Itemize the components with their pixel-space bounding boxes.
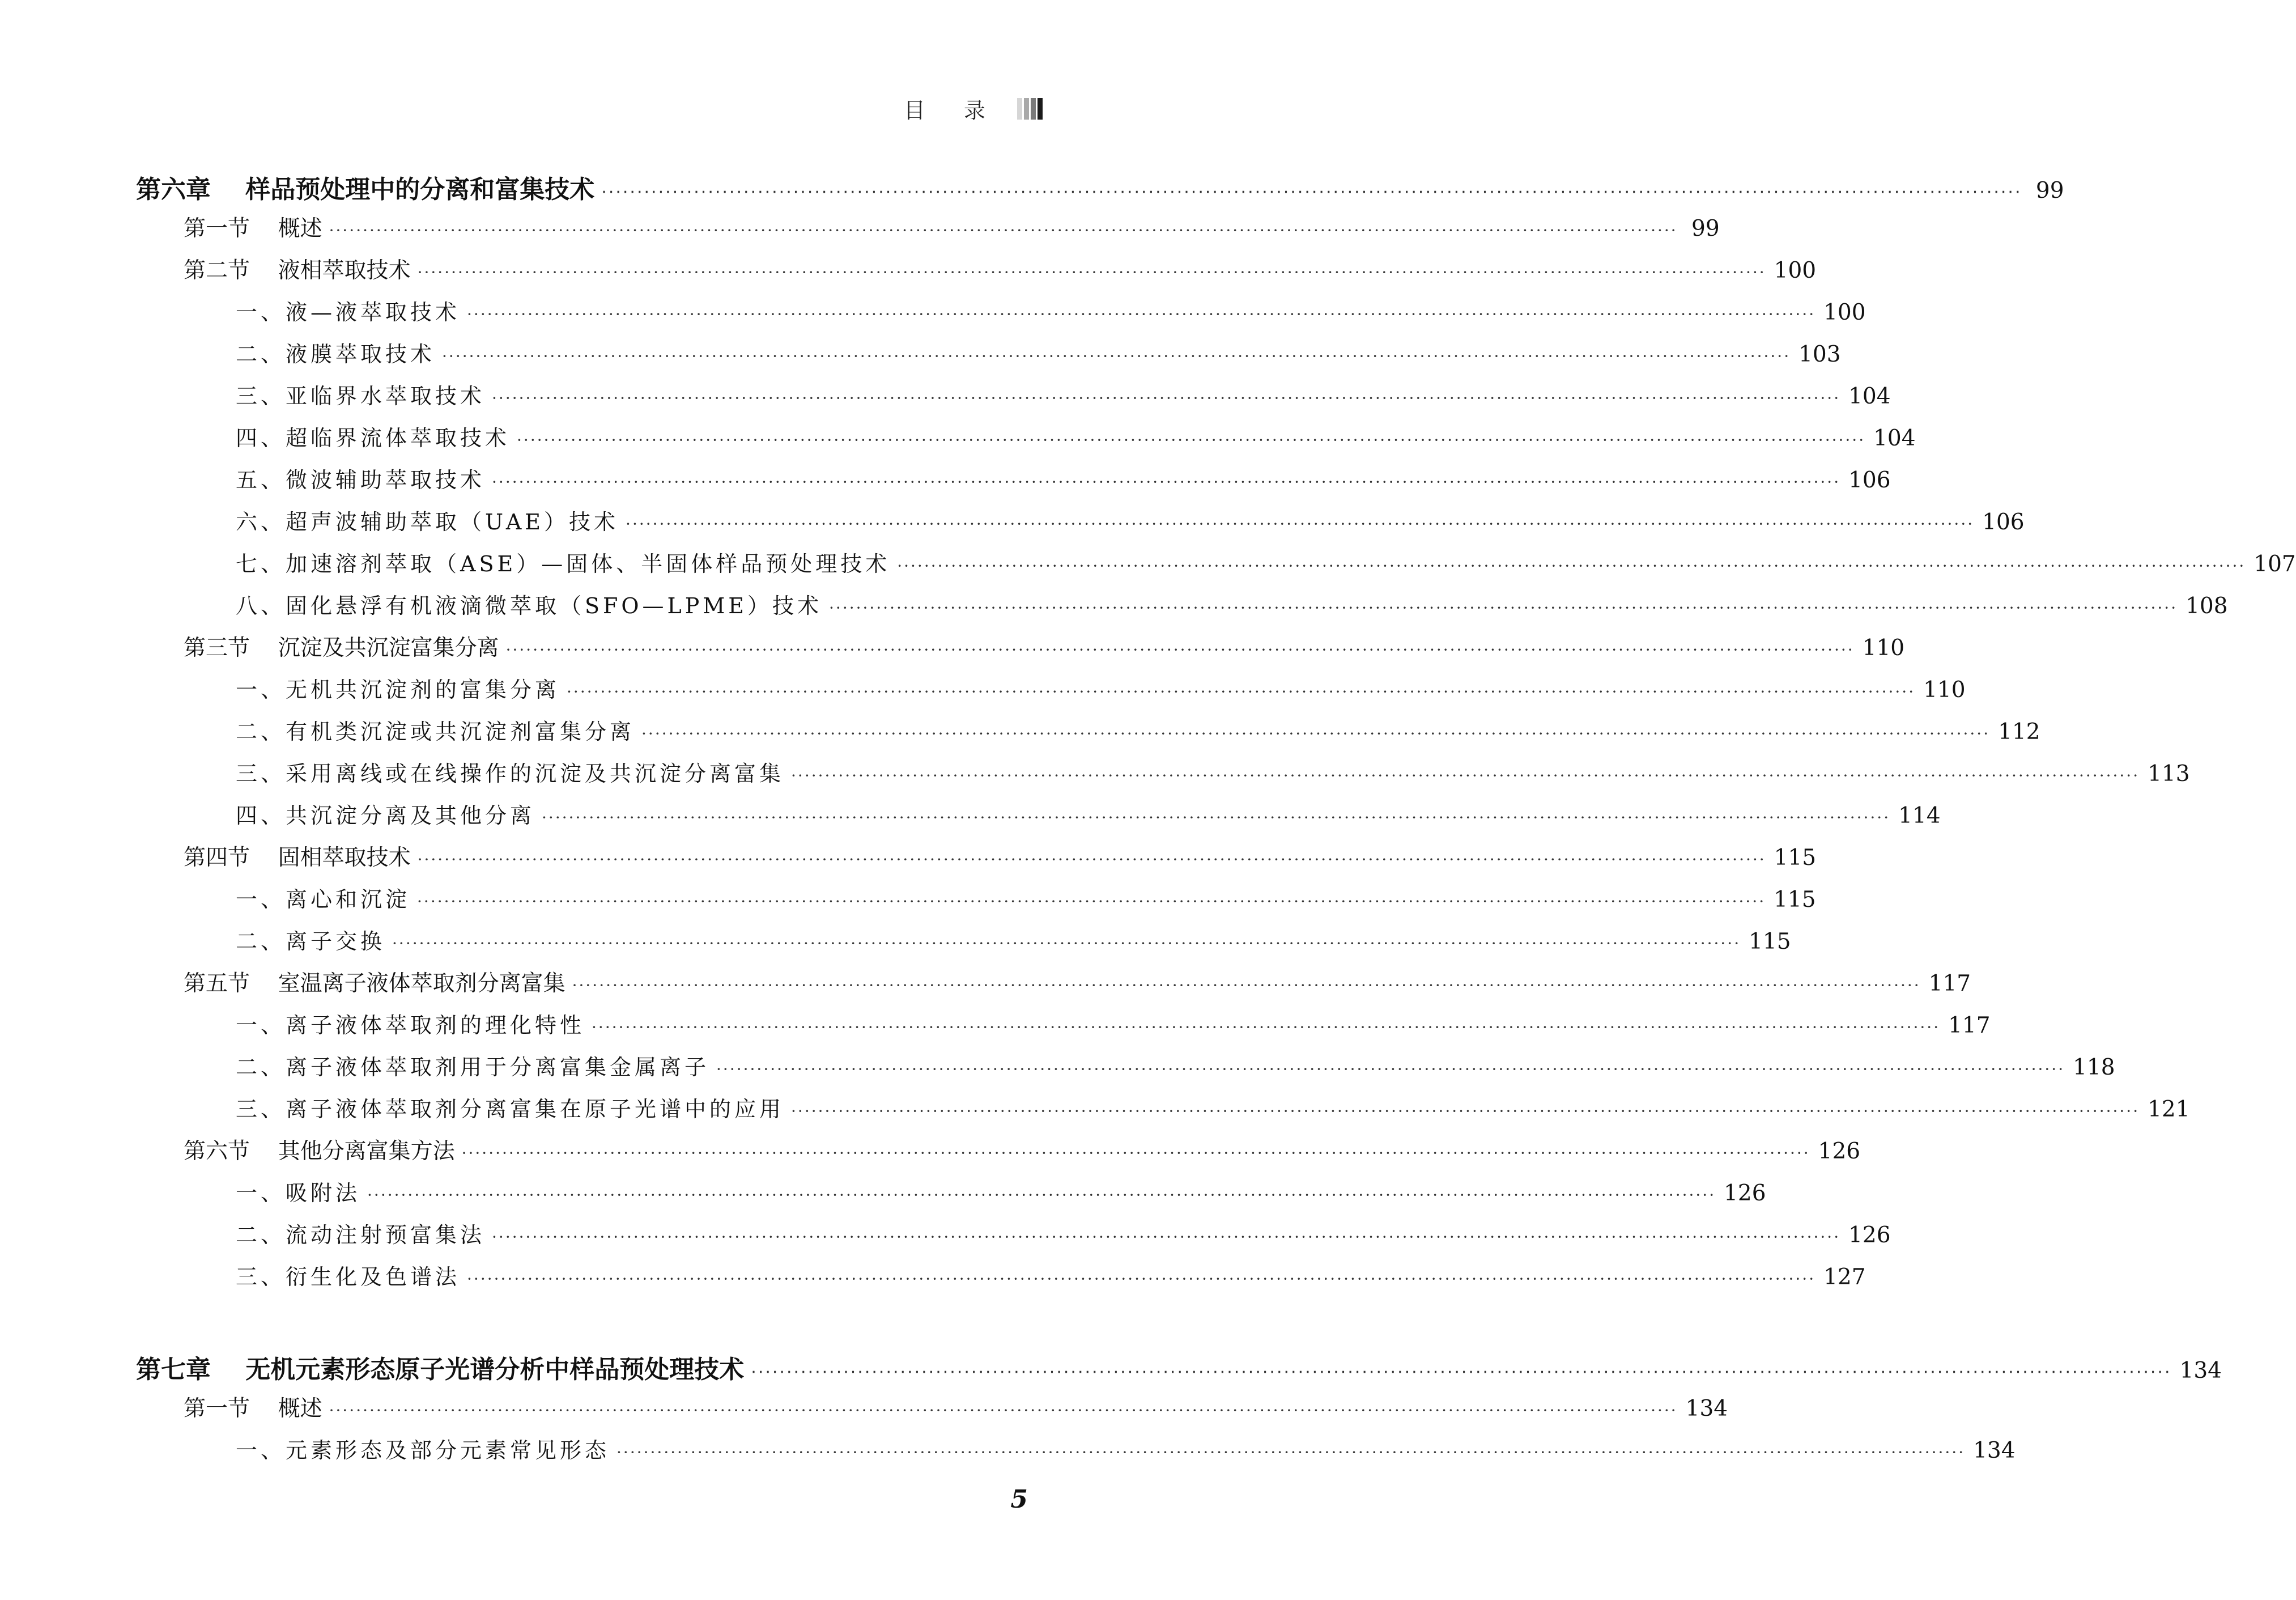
toc-entry-title: 一、离子液体萃取剂的理化特性	[236, 1013, 585, 1038]
toc-entry-page: 104	[1848, 384, 1891, 409]
toc-item-entry	[236, 546, 2296, 578]
toc-entry-title: 二、液膜萃取技术	[236, 342, 436, 367]
toc-entry-page: 115	[1774, 845, 1817, 871]
toc-entry-page: 112	[1998, 719, 2040, 745]
dot-leader: ········································································································································································································	[417, 850, 1766, 869]
dot-leader: ········································································································································································································	[592, 1018, 1941, 1037]
toc-item-entry	[236, 882, 1816, 913]
dot-leader: ········································································································································································································	[897, 557, 2246, 575]
toc-item-entry	[236, 672, 1966, 703]
toc-entry-title: 八、固化悬浮有机液滴微萃取（SFO—LPME）技术	[236, 593, 823, 618]
toc-entry-title: 三、采用离线或在线操作的沉淀及共沉淀分离富集	[236, 761, 785, 786]
dot-leader: ········································································································································································································	[567, 682, 1916, 701]
toc-entry-page: 121	[2148, 1097, 2190, 1122]
toc-entry-page: 127	[1823, 1264, 1866, 1290]
toc-entry-title: 第三节 沉淀及共沉淀富集分离	[184, 635, 499, 661]
toc-item-entry	[236, 924, 1791, 955]
toc-item-entry	[236, 295, 1866, 326]
dot-leader: ········································································································································································································	[751, 1363, 2172, 1382]
dot-leader: ········································································································································································································	[542, 808, 1891, 827]
dot-leader: ········································································································································································································	[505, 640, 1855, 659]
toc-item-entry	[236, 1008, 1991, 1039]
toc-entry-title: 第五节 室温离子液体萃取剂分离富集	[184, 971, 566, 996]
toc-entry-page: 106	[1982, 510, 2025, 535]
dot-leader: ········································································································································································································	[641, 724, 1991, 743]
dot-leader: ········································································································································································································	[367, 1186, 1716, 1204]
dot-leader: ········································································································································································································	[492, 389, 1841, 408]
dot-leader: ········································································································································································································	[417, 892, 1766, 911]
toc-entry-page: 117	[1928, 971, 1971, 996]
toc-entry-title: 三、离子液体萃取剂分离富集在原子光谱中的应用	[236, 1097, 785, 1122]
toc-entry-title: 第一节 概述	[184, 1396, 322, 1421]
toc-item-entry	[236, 1259, 1866, 1291]
toc-entry-title: 第七章 无机元素形态原子光谱分析中样品预处理技术	[136, 1355, 745, 1384]
toc-entry-page: 126	[1848, 1223, 1891, 1248]
toc-entry-page: 126	[1724, 1181, 1766, 1206]
toc-chapter-entry	[136, 169, 2064, 205]
toc-item-entry	[236, 462, 1891, 494]
toc-item-entry	[236, 421, 1916, 452]
toc-entry-title: 六、超声波辅助萃取（UAE）技术	[236, 510, 619, 534]
toc-item-entry	[236, 756, 2190, 787]
dot-leader: ········································································································································································································	[329, 221, 1678, 240]
dot-leader: ········································································································································································································	[442, 347, 1791, 366]
toc-item-entry	[236, 1433, 2016, 1464]
dot-leader: ········································································································································································································	[492, 1228, 1841, 1246]
toc-entry-title: 五、微波辅助萃取技术	[236, 468, 486, 493]
toc-entry-page: 117	[1948, 1013, 1991, 1038]
toc-entry-page: 99	[1691, 216, 1720, 241]
toc-entry-page: 118	[2073, 1055, 2115, 1080]
dot-leader: ········································································································································································································	[392, 934, 1741, 953]
dot-leader: ········································································································································································································	[572, 976, 1921, 995]
toc-entry-title: 一、离心和沉淀	[236, 887, 411, 912]
page-number: 5	[1010, 1485, 1028, 1514]
toc-entry-page: 126	[1818, 1139, 1861, 1164]
toc-item-entry	[236, 379, 1891, 410]
toc-entry-title: 四、超临界流体萃取技术	[236, 426, 511, 451]
toc-entry-title: 一、元素形态及部分元素常见形态	[236, 1438, 610, 1463]
dot-leader: ········································································································································································································	[626, 515, 1975, 533]
toc-entry-page: 100	[1823, 300, 1866, 325]
toc-entry-title: 第一节 概述	[184, 216, 322, 241]
toc-entry-page: 99	[2035, 178, 2064, 203]
header-title: 目 录	[903, 98, 1001, 123]
toc-entry-page: 100	[1774, 258, 1817, 283]
dot-leader: ········································································································································································································	[791, 766, 2140, 785]
dot-leader: ········································································································································································································	[467, 1270, 1816, 1288]
toc-entry-page: 106	[1848, 468, 1891, 493]
toc-entry-title: 第六章 样品预处理中的分离和富集技术	[136, 175, 595, 204]
toc-entry-page: 113	[2148, 761, 2190, 787]
toc-entry-page: 115	[1774, 887, 1816, 913]
dot-leader: ········································································································································································································	[517, 431, 1866, 449]
toc-item-entry	[236, 798, 1941, 829]
dot-leader: ········································································································································································································	[417, 263, 1766, 282]
toc-section-entry	[184, 840, 1817, 872]
toc-entry-page: 134	[2179, 1358, 2222, 1383]
toc-item-entry	[236, 504, 2025, 536]
dot-leader: ········································································································································································································	[791, 1102, 2140, 1121]
toc-entry-title: 第六节 其他分离富集方法	[184, 1139, 455, 1164]
dot-leader: ········································································································································································································	[616, 1443, 1966, 1462]
toc-entry-page: 104	[1873, 426, 1916, 451]
toc-item-entry	[236, 337, 1841, 368]
dot-leader: ········································································································································································································	[829, 599, 2178, 617]
toc-entry-title: 二、离子液体萃取剂用于分离富集金属离子	[236, 1055, 710, 1080]
dot-leader: ········································································································································································································	[329, 1401, 1678, 1420]
toc-item-entry	[236, 1092, 2190, 1123]
toc-entry-page: 110	[1862, 635, 1905, 661]
toc-entry-title: 三、亚临界水萃取技术	[236, 384, 486, 409]
toc-section-entry	[184, 1134, 1861, 1165]
toc-entry-title: 一、无机共沉淀剂的富集分离	[236, 677, 560, 702]
toc-entry-title: 三、衍生化及色谱法	[236, 1264, 461, 1289]
toc-chapter-entry	[136, 1349, 2222, 1385]
toc-item-entry	[236, 714, 2040, 745]
toc-entry-title: 一、液—液萃取技术	[236, 300, 461, 325]
toc-item-entry	[236, 588, 2228, 619]
toc-entry-title: 二、离子交换	[236, 929, 386, 954]
toc-section-entry	[184, 966, 1971, 998]
toc-entry-page: 110	[1923, 677, 1966, 703]
toc-entry-title: 第四节 固相萃取技术	[184, 845, 411, 871]
toc-entry-title: 第二节 液相萃取技术	[184, 258, 411, 283]
toc-item-entry	[236, 1175, 1766, 1207]
toc-entry-page: 108	[2186, 593, 2228, 619]
toc-entry-title: 七、加速溶剂萃取（ASE）—固体、半固体样品预处理技术	[236, 551, 891, 576]
toc-item-entry	[236, 1217, 1891, 1249]
dot-leader: ········································································································································································································	[601, 183, 2022, 202]
toc-item-entry	[236, 1050, 2115, 1081]
toc-entry-title: 二、有机类沉淀或共沉淀剂富集分离	[236, 719, 635, 744]
toc-section-entry	[184, 211, 1720, 243]
running-header	[904, 93, 1043, 124]
toc-section-entry	[184, 253, 1817, 285]
toc-section-entry	[184, 1391, 1728, 1423]
dot-leader: ········································································································································································································	[492, 473, 1841, 491]
toc-entry-page: 114	[1898, 803, 1941, 829]
toc-section-entry	[184, 630, 1905, 662]
toc-entry-title: 四、共沉淀分离及其他分离	[236, 803, 535, 828]
toc-entry-page: 107	[2254, 551, 2296, 577]
toc-entry-page: 134	[1685, 1396, 1728, 1421]
toc-entry-title: 一、吸附法	[236, 1181, 361, 1206]
dot-leader: ········································································································································································································	[461, 1144, 1810, 1162]
toc-entry-page: 134	[1973, 1438, 2016, 1463]
dot-leader: ········································································································································································································	[467, 305, 1816, 324]
toc-entry-page: 103	[1798, 342, 1841, 367]
dot-leader: ········································································································································································································	[716, 1060, 2065, 1079]
toc-entry-page: 115	[1749, 929, 1791, 954]
toc-entry-title: 二、流动注射预富集法	[236, 1223, 486, 1247]
header-bars-ornament	[1017, 98, 1043, 120]
